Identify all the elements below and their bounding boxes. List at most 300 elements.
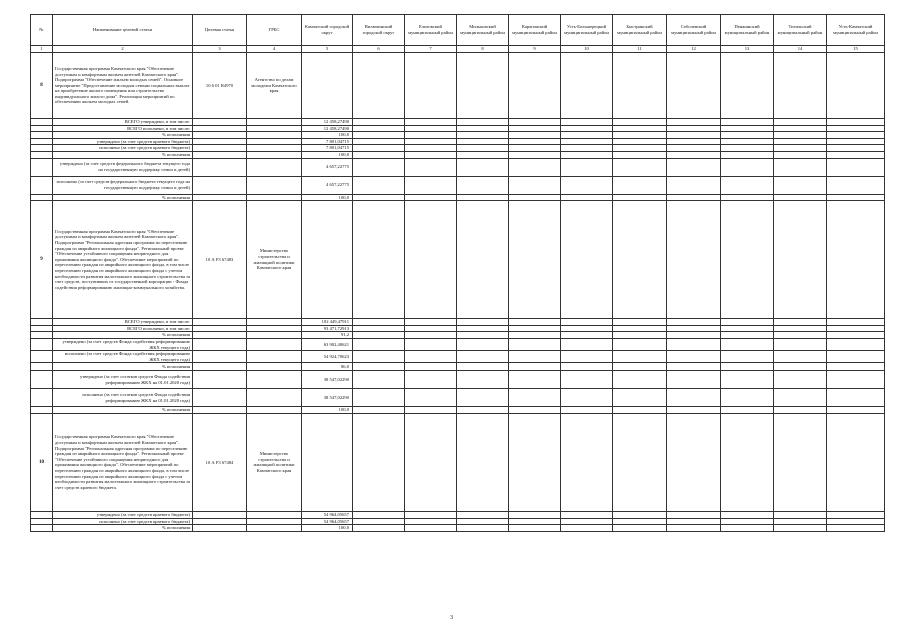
empty-cell <box>827 338 885 350</box>
empty-cell <box>353 53 405 119</box>
empty-cell <box>193 351 247 363</box>
column-number: 6 <box>353 46 405 53</box>
empty-cell <box>509 194 561 201</box>
empty-cell <box>613 351 667 363</box>
empty-cell <box>247 407 302 414</box>
empty-cell <box>509 325 561 332</box>
empty-cell <box>667 511 721 518</box>
empty-cell <box>667 389 721 407</box>
empty-cell <box>509 363 561 371</box>
column-number: 12 <box>667 46 721 53</box>
empty-cell <box>721 363 774 371</box>
table-row <box>31 363 885 371</box>
empty-cell <box>561 53 613 119</box>
row-value: 54 964,05657 <box>302 511 353 518</box>
column-number: 10 <box>561 46 613 53</box>
column-number: 7 <box>405 46 457 53</box>
table-row <box>31 176 885 194</box>
column-number: 14 <box>774 46 827 53</box>
empty-cell <box>827 325 885 332</box>
row-label: исполнено (за счет остатков средств Фонда содействия реформированию ЖКХ на 01.01.2020 года) <box>53 389 193 407</box>
table-header <box>31 15 885 53</box>
empty-cell <box>193 518 247 525</box>
empty-cell <box>353 332 405 339</box>
empty-cell <box>613 511 667 518</box>
empty-cell <box>31 158 53 176</box>
empty-cell <box>353 194 405 201</box>
empty-cell <box>509 413 561 511</box>
empty-cell <box>353 518 405 525</box>
empty-cell <box>774 138 827 145</box>
table-row <box>31 511 885 518</box>
empty-cell <box>667 151 721 158</box>
empty-cell <box>31 132 53 139</box>
empty-cell <box>561 145 613 152</box>
row-label: утверждено (за счет средств Фонда содействия реформированию ЖКХ текущего года) <box>53 338 193 350</box>
empty-cell <box>353 338 405 350</box>
empty-cell <box>509 145 561 152</box>
empty-cell <box>193 325 247 332</box>
empty-cell <box>302 201 353 319</box>
empty-cell <box>667 325 721 332</box>
row-label: % исполнения <box>53 525 193 532</box>
column-header: Елизовский муниципальный район <box>405 15 457 46</box>
empty-cell <box>667 53 721 119</box>
empty-cell <box>721 125 774 132</box>
empty-cell <box>193 338 247 350</box>
empty-cell <box>353 371 405 389</box>
empty-cell <box>457 53 509 119</box>
empty-cell <box>405 518 457 525</box>
empty-cell <box>247 363 302 371</box>
empty-cell <box>667 371 721 389</box>
row-value: 100,0 <box>302 407 353 414</box>
table-row <box>31 53 885 119</box>
table-row <box>31 518 885 525</box>
empty-cell <box>561 389 613 407</box>
empty-cell <box>774 325 827 332</box>
table-row <box>31 371 885 389</box>
empty-cell <box>667 407 721 414</box>
column-header: Камчатский городской округ <box>302 15 353 46</box>
empty-cell <box>457 338 509 350</box>
empty-cell <box>613 151 667 158</box>
empty-cell <box>774 119 827 126</box>
empty-cell <box>509 201 561 319</box>
empty-cell <box>561 151 613 158</box>
empty-cell <box>509 332 561 339</box>
empty-cell <box>193 319 247 326</box>
row-label: % исполнения <box>53 363 193 371</box>
empty-cell <box>613 158 667 176</box>
empty-cell <box>509 158 561 176</box>
empty-cell <box>457 194 509 201</box>
empty-cell <box>247 325 302 332</box>
empty-cell <box>774 389 827 407</box>
empty-cell <box>774 407 827 414</box>
empty-cell <box>193 125 247 132</box>
empty-cell <box>721 194 774 201</box>
empty-cell <box>561 413 613 511</box>
empty-cell <box>31 125 53 132</box>
table-row <box>31 125 885 132</box>
empty-cell <box>613 325 667 332</box>
empty-cell <box>561 325 613 332</box>
column-header: Быстринский муниципальный район <box>613 15 667 46</box>
empty-cell <box>31 119 53 126</box>
row-value: 12 458,27490 <box>302 125 353 132</box>
empty-cell <box>193 363 247 371</box>
column-number: 3 <box>193 46 247 53</box>
column-header: № <box>31 15 53 46</box>
column-header: Усть-Большерецкий муниципальный район <box>561 15 613 46</box>
empty-cell <box>353 413 405 511</box>
empty-cell <box>613 389 667 407</box>
empty-cell <box>561 371 613 389</box>
row-label: ВСЕГО утверждено, в том числе: <box>53 119 193 126</box>
empty-cell <box>353 525 405 532</box>
empty-cell <box>774 363 827 371</box>
empty-cell <box>561 338 613 350</box>
empty-cell <box>247 319 302 326</box>
empty-cell <box>31 371 53 389</box>
empty-cell <box>457 138 509 145</box>
empty-cell <box>405 338 457 350</box>
empty-cell <box>509 338 561 350</box>
empty-cell <box>721 389 774 407</box>
row-value: 100,0 <box>302 132 353 139</box>
column-number: 1 <box>31 46 53 53</box>
empty-cell <box>774 125 827 132</box>
empty-cell <box>31 389 53 407</box>
empty-cell <box>721 132 774 139</box>
empty-cell <box>31 138 53 145</box>
empty-cell <box>827 53 885 119</box>
empty-cell <box>353 125 405 132</box>
empty-cell <box>613 371 667 389</box>
row-label: исполнено (за счет средств краевого бюджета) <box>53 145 193 152</box>
empty-cell <box>827 407 885 414</box>
empty-cell <box>561 158 613 176</box>
target-code: 10 6 01 R4970 <box>193 53 247 119</box>
empty-cell <box>509 138 561 145</box>
row-label: ВСЕГО исполнено, в том числе: <box>53 125 193 132</box>
column-header: ГРБС <box>247 15 302 46</box>
empty-cell <box>247 132 302 139</box>
empty-cell <box>31 525 53 532</box>
empty-cell <box>405 351 457 363</box>
empty-cell <box>405 371 457 389</box>
empty-cell <box>31 338 53 350</box>
empty-cell <box>667 194 721 201</box>
empty-cell <box>774 338 827 350</box>
table-row <box>31 407 885 414</box>
empty-cell <box>353 145 405 152</box>
empty-cell <box>247 518 302 525</box>
empty-cell <box>721 145 774 152</box>
row-label: исполнено (за счет средств федерального бюджета текущего года на государственную поддержку семьи и детей) <box>53 176 193 194</box>
row-value: 100,0 <box>302 151 353 158</box>
row-label: % исполнения <box>53 332 193 339</box>
empty-cell <box>721 138 774 145</box>
column-number: 5 <box>302 46 353 53</box>
empty-cell <box>613 176 667 194</box>
empty-cell <box>509 511 561 518</box>
grbs-name: Министерство строительства и жилищной политики Камчатского края <box>247 413 302 511</box>
empty-cell <box>353 132 405 139</box>
empty-cell <box>405 511 457 518</box>
empty-cell <box>247 158 302 176</box>
empty-cell <box>721 176 774 194</box>
empty-cell <box>774 511 827 518</box>
grbs-name: Министерство строительства и жилищной политики Камчатского края <box>247 201 302 319</box>
empty-cell <box>405 151 457 158</box>
empty-cell <box>827 319 885 326</box>
empty-cell <box>247 511 302 518</box>
empty-cell <box>509 371 561 389</box>
empty-cell <box>667 138 721 145</box>
empty-cell <box>613 407 667 414</box>
empty-cell <box>827 138 885 145</box>
empty-cell <box>193 194 247 201</box>
empty-cell <box>31 145 53 152</box>
table-row <box>31 132 885 139</box>
column-header: Соболевский муниципальный район <box>667 15 721 46</box>
column-header: Мильковский муниципальный район <box>457 15 509 46</box>
empty-cell <box>457 525 509 532</box>
empty-cell <box>827 158 885 176</box>
row-label: утверждено (за счет средств краевого бюджета) <box>53 511 193 518</box>
empty-cell <box>561 319 613 326</box>
empty-cell <box>247 351 302 363</box>
empty-cell <box>457 325 509 332</box>
row-label: исполнено (за счет средств краевого бюджета) <box>53 518 193 525</box>
table-row <box>31 413 885 511</box>
column-header: Пенжинский муниципальный район <box>721 15 774 46</box>
empty-cell <box>613 119 667 126</box>
empty-cell <box>31 363 53 371</box>
row-value: 38 547,02290 <box>302 371 353 389</box>
empty-cell <box>31 151 53 158</box>
empty-cell <box>509 151 561 158</box>
empty-cell <box>509 525 561 532</box>
empty-cell <box>667 413 721 511</box>
empty-cell <box>193 132 247 139</box>
page-number: 3 <box>450 615 453 621</box>
empty-cell <box>405 201 457 319</box>
empty-cell <box>247 138 302 145</box>
empty-cell <box>457 119 509 126</box>
table-body <box>31 53 885 532</box>
empty-cell <box>774 371 827 389</box>
empty-cell <box>827 176 885 194</box>
empty-cell <box>457 351 509 363</box>
empty-cell <box>247 371 302 389</box>
row-label: % исполнения <box>53 194 193 201</box>
empty-cell <box>827 351 885 363</box>
program-description: Государственная программа Камчатского края "Обеспечение доступным и комфортным жильем жителей Камчатского края". Подпрограмма "Обеспечение жильем молодых семей". Основное мероприятие "Предоставление молодым семьям социальных выплат на приобретение жилого помещения или строительство индивидуального жилого дома". Реализация мероприятий по обеспечению жильем молодых семей. <box>53 53 193 119</box>
empty-cell <box>405 389 457 407</box>
empty-cell <box>457 151 509 158</box>
empty-cell <box>405 138 457 145</box>
empty-cell <box>405 413 457 511</box>
budget-table <box>30 14 885 532</box>
empty-cell <box>247 194 302 201</box>
empty-cell <box>667 119 721 126</box>
column-header: Целевая статья <box>193 15 247 46</box>
empty-cell <box>353 325 405 332</box>
empty-cell <box>457 158 509 176</box>
empty-cell <box>353 151 405 158</box>
empty-cell <box>613 194 667 201</box>
row-label: ВСЕГО утверждено, в том числе: <box>53 319 193 326</box>
row-label: ВСЕГО исполнено, в том числе: <box>53 325 193 332</box>
program-description: Государственная программа Камчатского края "Обеспечение доступным и комфортным жильем жителей Камчатского края". Подпрограмма "Региональная адресная программа по переселению граждан из аварийного жилищного фонда". Региональный проект "Обеспечение устойчивого сокращения непригодного для проживания жилищного фонда". Обеспечение мероприятий по переселению граждан из аварийного жилищного фонда, в том числе переселению граждан из аварийного жилищного фонда с учетом необходимости развития малоэтажного жилищного строительства за счет средств, поступивших от государственной корпорации - Фонда содействия реформированию жилищно-коммунального хозяйства. <box>53 201 193 319</box>
empty-cell <box>353 407 405 414</box>
table-row <box>31 145 885 152</box>
empty-cell <box>721 407 774 414</box>
empty-cell <box>774 176 827 194</box>
column-header: Карагинский муниципальный район <box>509 15 561 46</box>
empty-cell <box>193 119 247 126</box>
empty-cell <box>774 351 827 363</box>
empty-cell <box>613 125 667 132</box>
empty-cell <box>509 351 561 363</box>
column-number: 15 <box>827 46 885 53</box>
empty-cell <box>247 176 302 194</box>
row-value: 93 471,72913 <box>302 325 353 332</box>
empty-cell <box>561 132 613 139</box>
empty-cell <box>457 413 509 511</box>
row-value: 100,0 <box>302 525 353 532</box>
empty-cell <box>774 413 827 511</box>
table-row <box>31 389 885 407</box>
row-label: утверждено (за счет средств федерального бюджета текущего года на государственную поддержку семьи и детей) <box>53 158 193 176</box>
empty-cell <box>667 125 721 132</box>
column-number: 9 <box>509 46 561 53</box>
empty-cell <box>774 319 827 326</box>
empty-cell <box>613 332 667 339</box>
row-value: 38 547,02290 <box>302 389 353 407</box>
table-row <box>31 338 885 350</box>
empty-cell <box>774 145 827 152</box>
empty-cell <box>613 132 667 139</box>
column-number: 13 <box>721 46 774 53</box>
empty-cell <box>613 413 667 511</box>
empty-cell <box>721 119 774 126</box>
row-value: 86,0 <box>302 363 353 371</box>
empty-cell <box>193 138 247 145</box>
row-value: 100,0 <box>302 194 353 201</box>
table-row <box>31 319 885 326</box>
row-label: % исполнения <box>53 132 193 139</box>
empty-cell <box>302 53 353 119</box>
grbs-name: Агентство по делам молодежи Камчатского края <box>247 53 302 119</box>
empty-cell <box>721 53 774 119</box>
empty-cell <box>774 132 827 139</box>
empty-cell <box>667 351 721 363</box>
empty-cell <box>353 511 405 518</box>
column-number: 2 <box>53 46 193 53</box>
empty-cell <box>457 371 509 389</box>
column-header: Вилючинский городской округ <box>353 15 405 46</box>
empty-cell <box>561 407 613 414</box>
empty-cell <box>193 511 247 518</box>
empty-cell <box>193 389 247 407</box>
empty-cell <box>457 145 509 152</box>
empty-cell <box>561 332 613 339</box>
column-number: 11 <box>613 46 667 53</box>
row-value: 7 801,04715 <box>302 138 353 145</box>
empty-cell <box>561 201 613 319</box>
empty-cell <box>827 525 885 532</box>
empty-cell <box>827 511 885 518</box>
empty-cell <box>613 338 667 350</box>
row-value: 54 924,70623 <box>302 351 353 363</box>
empty-cell <box>31 319 53 326</box>
row-value: 4 657,22775 <box>302 176 353 194</box>
empty-cell <box>774 194 827 201</box>
empty-cell <box>405 158 457 176</box>
empty-cell <box>721 325 774 332</box>
empty-cell <box>721 338 774 350</box>
empty-cell <box>721 158 774 176</box>
table-row <box>31 325 885 332</box>
empty-cell <box>353 351 405 363</box>
empty-cell <box>509 119 561 126</box>
empty-cell <box>193 158 247 176</box>
row-value: 54 964,05657 <box>302 518 353 525</box>
empty-cell <box>193 371 247 389</box>
empty-cell <box>457 201 509 319</box>
empty-cell <box>561 363 613 371</box>
empty-cell <box>827 119 885 126</box>
empty-cell <box>667 201 721 319</box>
empty-cell <box>31 518 53 525</box>
table-row <box>31 332 885 339</box>
empty-cell <box>827 413 885 511</box>
empty-cell <box>721 371 774 389</box>
empty-cell <box>405 194 457 201</box>
empty-cell <box>613 138 667 145</box>
empty-cell <box>827 363 885 371</box>
empty-cell <box>353 138 405 145</box>
empty-cell <box>405 176 457 194</box>
row-label: % исполнения <box>53 407 193 414</box>
table-row <box>31 351 885 363</box>
empty-cell <box>561 194 613 201</box>
empty-cell <box>774 518 827 525</box>
empty-cell <box>353 176 405 194</box>
empty-cell <box>509 389 561 407</box>
empty-cell <box>721 525 774 532</box>
empty-cell <box>193 407 247 414</box>
table-row <box>31 194 885 201</box>
empty-cell <box>353 389 405 407</box>
empty-cell <box>721 201 774 319</box>
empty-cell <box>405 125 457 132</box>
empty-cell <box>561 518 613 525</box>
row-value: 4 657,22775 <box>302 158 353 176</box>
empty-cell <box>31 511 53 518</box>
row-label: утверждено (за счет средств краевого бюджета) <box>53 138 193 145</box>
empty-cell <box>457 518 509 525</box>
empty-cell <box>721 511 774 518</box>
row-value: 7 801,04715 <box>302 145 353 152</box>
empty-cell <box>774 201 827 319</box>
empty-cell <box>667 145 721 152</box>
empty-cell <box>353 119 405 126</box>
